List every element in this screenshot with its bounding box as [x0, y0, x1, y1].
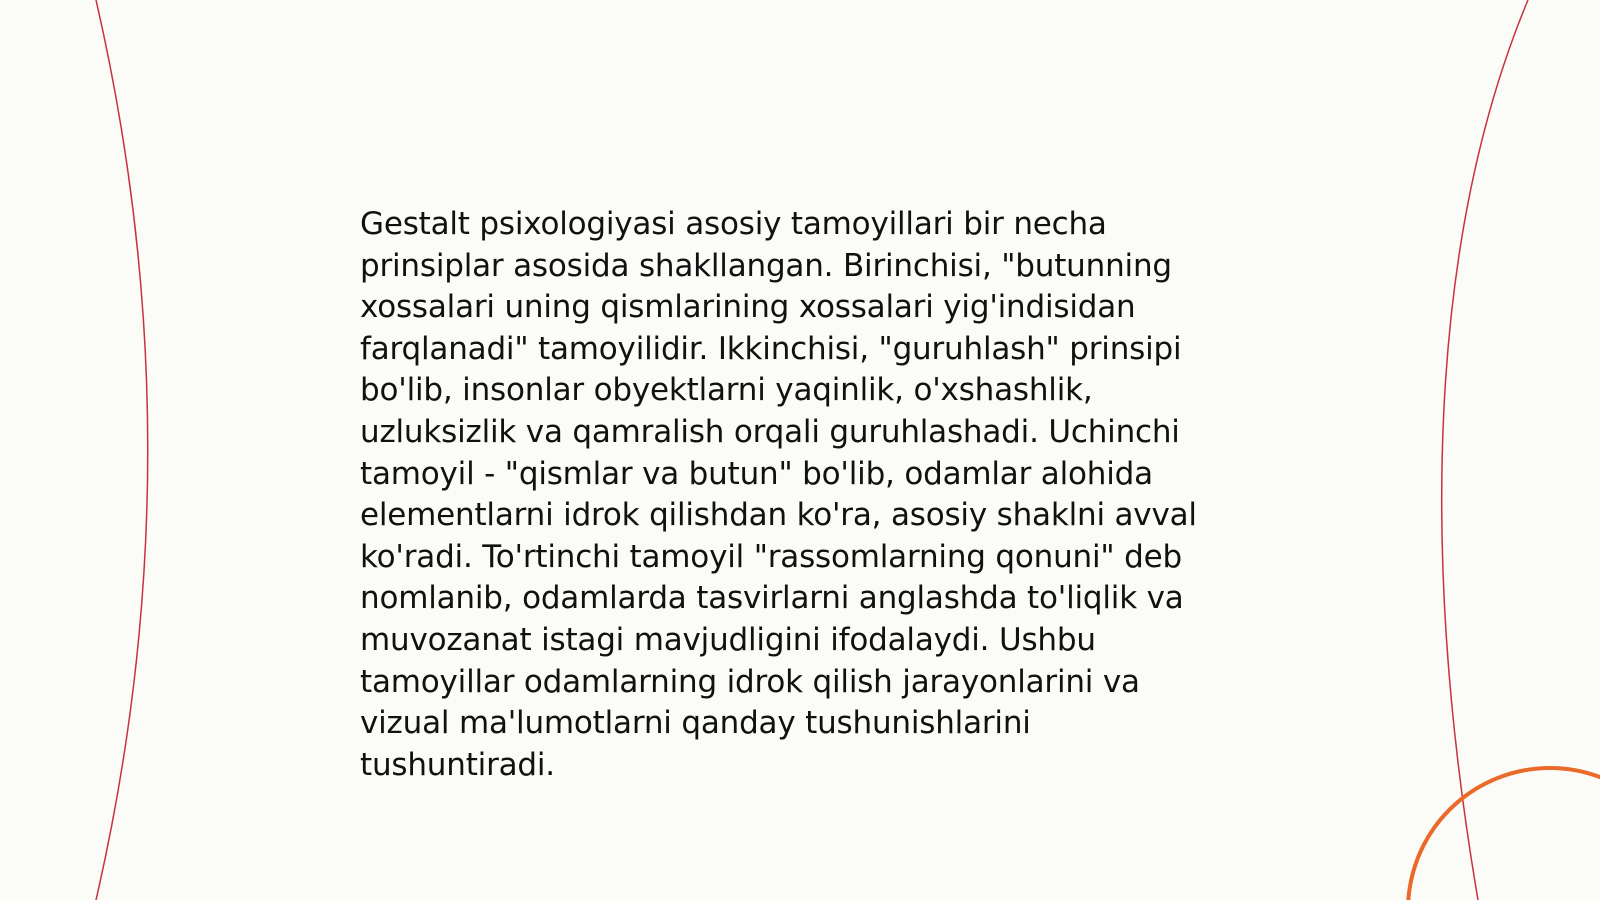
body-paragraph	[360, 204, 1260, 786]
paragraph-line: Gestalt psixologiyasi asosiy tamoyillari bir necha	[360, 206, 1107, 242]
paragraph-line: bo'lib, insonlar obyektlarni yaqinlik, o'xshashlik,	[360, 372, 1093, 409]
paragraph-line: tushuntiradi.	[360, 746, 555, 783]
paragraph-line: tamoyillar odamlarning idrok qilish jarayonlarini va	[360, 663, 1140, 700]
paragraph-line: elementlarni idrok qilishdan ko'ra, asosiy shaklni avval	[360, 497, 1197, 534]
paragraph-line: vizual ma'lumotlarni qanday tushunishlarini	[360, 705, 1031, 742]
right-curve-line	[1442, 0, 1528, 900]
paragraph-line: uzluksizlik va qamralish orqali guruhlashadi. Uchinchi	[360, 413, 1180, 450]
paragraph-line: farqlanadi" tamoyilidir. Ikkinchisi, "guruhlash" prinsipi	[360, 330, 1182, 367]
paragraph-line: prinsiplar asosida shakllangan. Birinchisi, "butunning	[360, 247, 1172, 284]
left-curve-line	[96, 0, 148, 900]
paragraph-line: muvozanat istagi mavjudligini ifodalaydi. Ushbu	[360, 621, 1096, 658]
orange-circle-outline	[1408, 768, 1600, 900]
paragraph-line: nomlanib, odamlarda tasvirlarni anglashda to'liqlik va	[360, 580, 1184, 617]
paragraph-line: tamoyil - "qismlar va butun" bo'lib, odamlar alohida	[360, 455, 1153, 492]
paragraph-line: xossalari uning qismlarining xossalari yig'indisidan	[360, 289, 1136, 326]
paragraph-line: ko'radi. To'rtinchi tamoyil "rassomlarning qonuni" deb	[360, 538, 1182, 575]
